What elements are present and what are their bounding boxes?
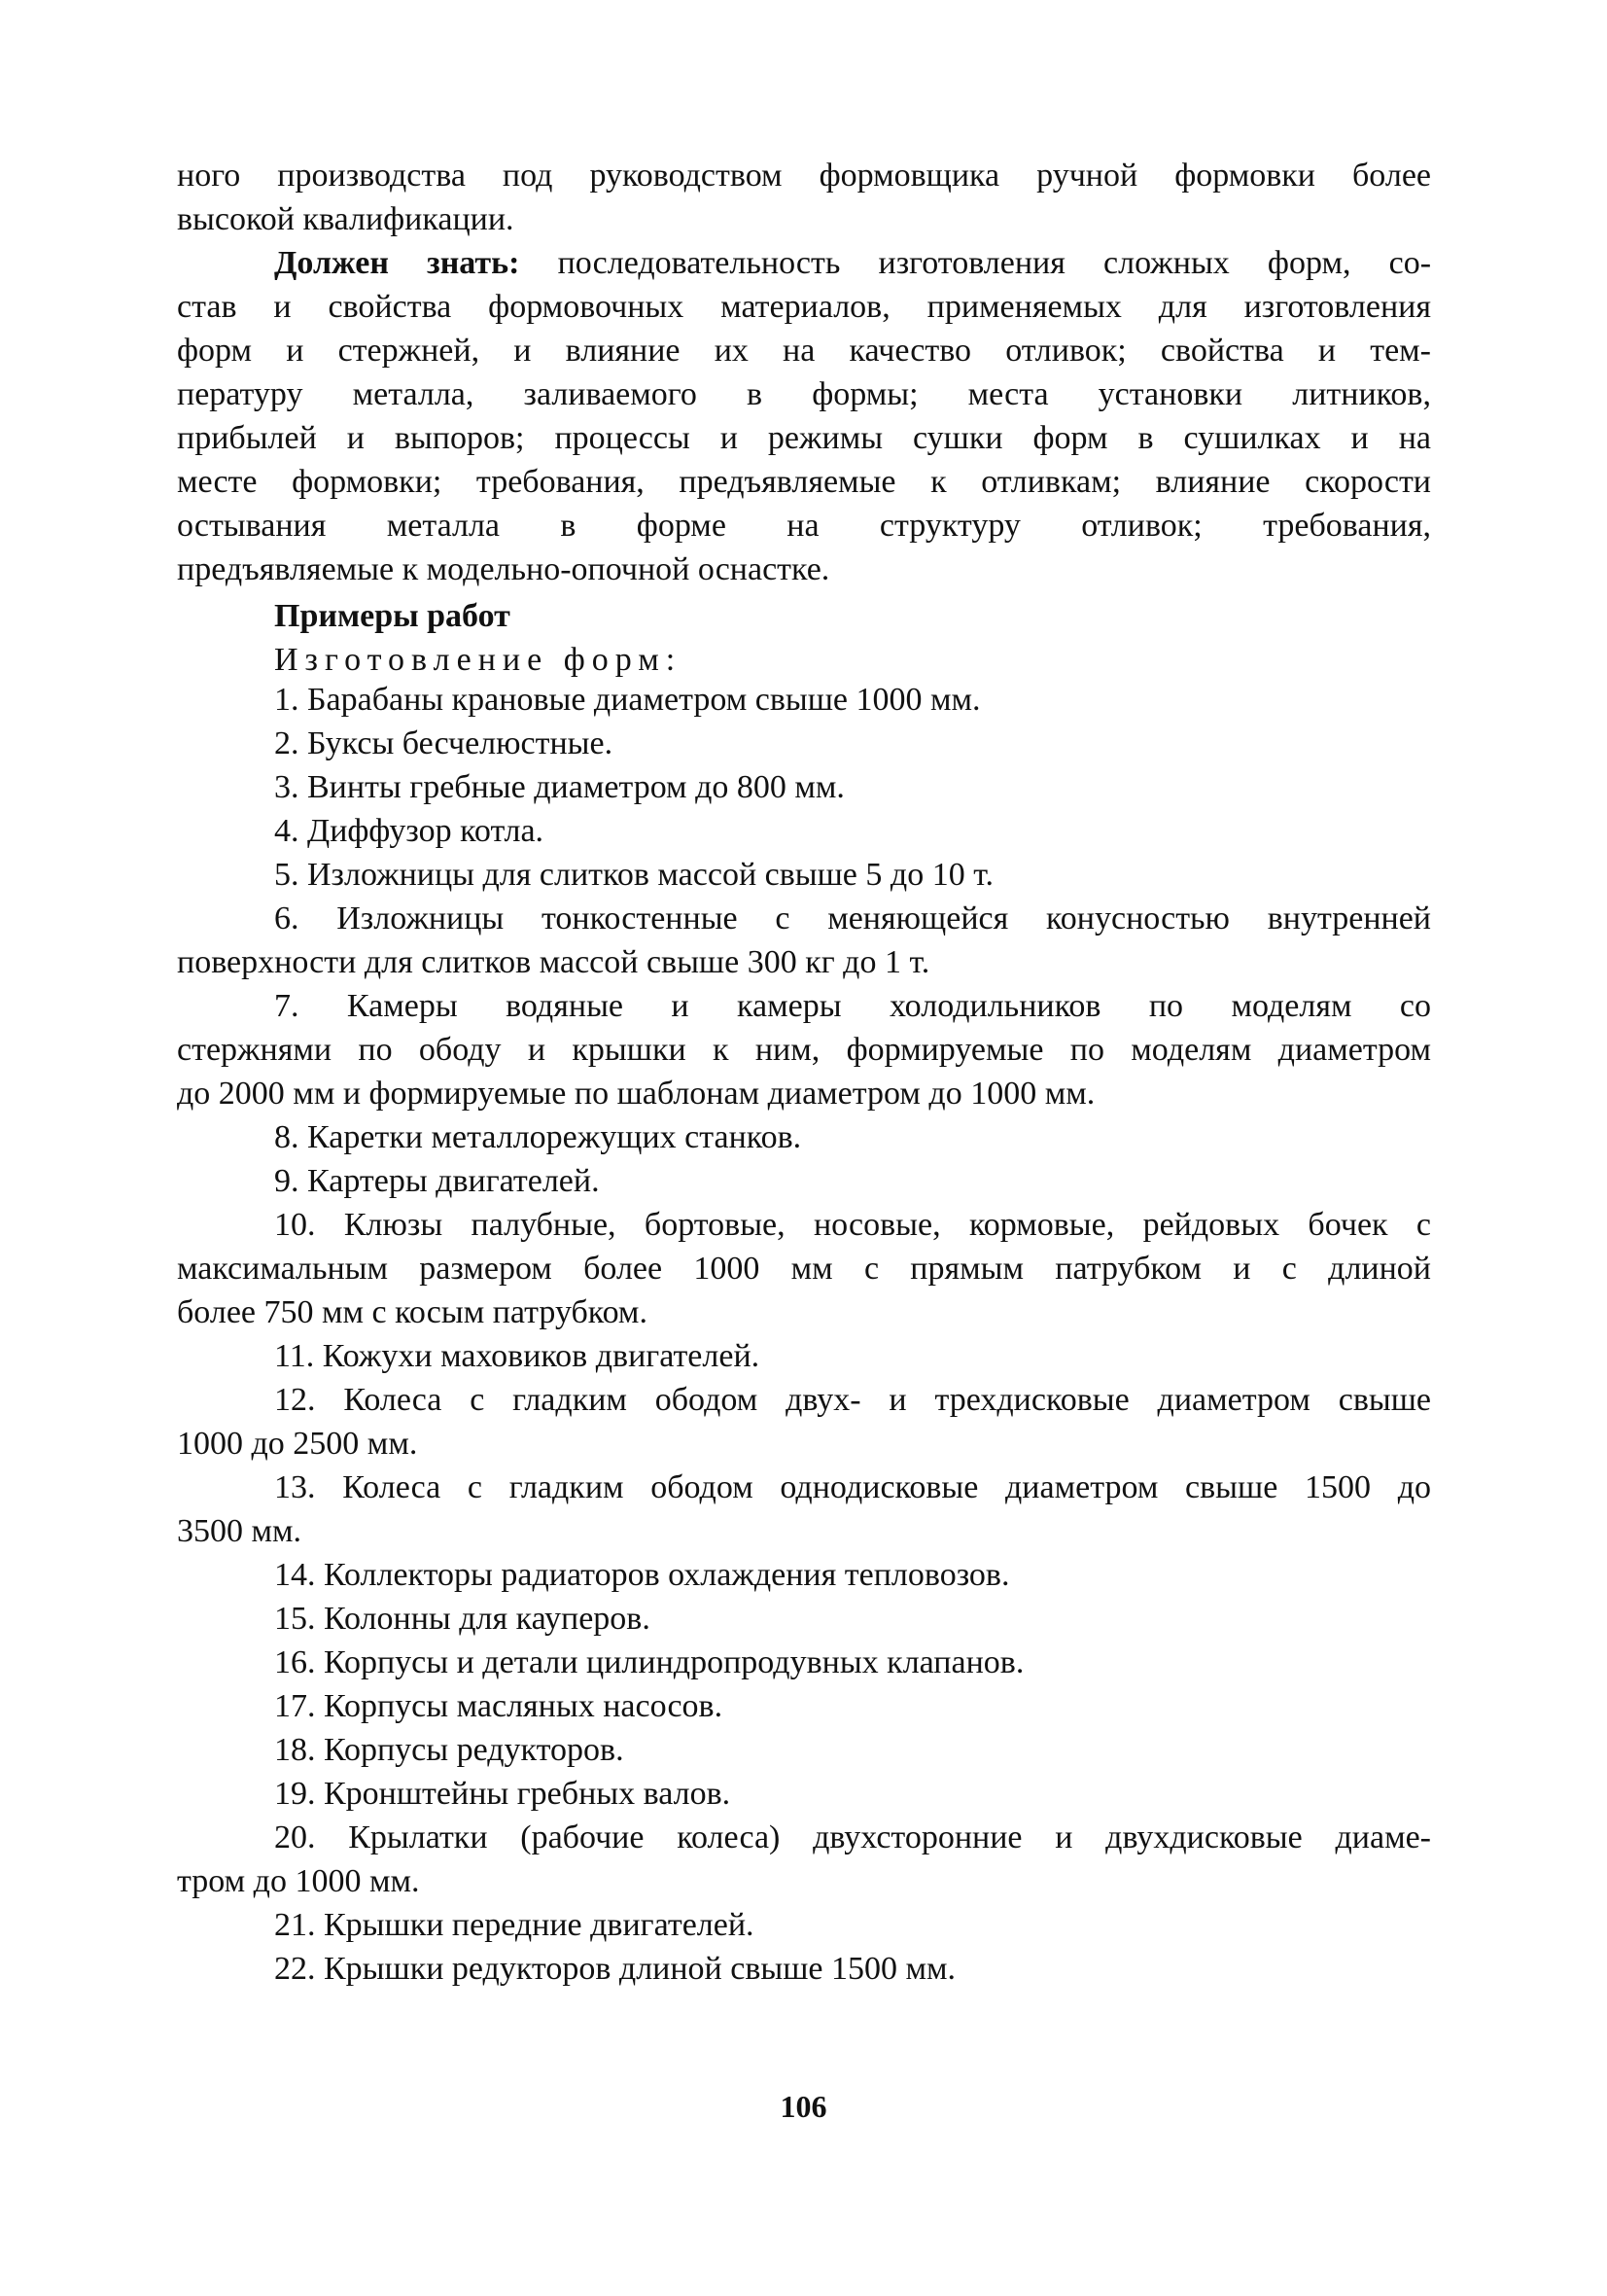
list-item [177,1816,1431,1903]
examples-subheading: Изготовление форм: [274,642,682,678]
list-item-continuation: до 2000 мм и формируемые по шаблонам диаметром до 1000 мм. [177,1076,1096,1112]
list-item [177,1553,1431,1597]
must-know-line-2: став и свойства формовочных материалов, применяемых для изготовления [177,289,1431,325]
list-item-line: 18. Корпусы редукторов. [274,1732,624,1768]
list-item-line: 17. Корпусы масляных насосов. [274,1688,723,1724]
list-item-line: 9. Картеры двигателей. [274,1163,600,1199]
list-item [177,1947,1431,1991]
list-item-line: 21. Крышки передние двигателей. [274,1907,754,1943]
must-know-line-6: месте формовки; требования, предъявляемые к отливкам; влияние скорости [177,464,1431,500]
work-examples-list [177,678,1431,1991]
list-item-line: 10. Клюзы палубные, бортовые, носовые, кормовые, рейдовых бочек с [274,1207,1431,1243]
list-item-line: 1. Барабаны крановые диаметром свыше 1000 мм. [274,682,981,718]
list-item [177,1159,1431,1203]
list-item-line: 11. Кожухи маховиков двигателей. [274,1338,760,1374]
list-item [177,1772,1431,1816]
list-item-line: 19. Кронштейны гребных валов. [274,1776,731,1812]
list-item-line: 8. Каретки металлорежущих станков. [274,1119,802,1155]
list-item [177,853,1431,897]
list-item-line: 20. Крылатки (рабочие колеса) двухсторонние и двухдисковые диаме- [274,1819,1431,1855]
list-item-line: 4. Диффузор котла. [274,813,544,849]
list-item-continuation: тром до 1000 мм. [177,1863,420,1899]
list-item-line: 22. Крышки редукторов длиной свыше 1500 мм. [274,1951,957,1987]
list-item-line: 7. Камеры водяные и камеры холодильников по моделям со [274,988,1431,1024]
list-item-line: 2. Буксы бесчелюстные. [274,725,613,761]
list-item [177,1728,1431,1772]
list-item-continuation: максимальным размером более 1000 мм с прямым патрубком и с длиной [177,1251,1431,1287]
page-number: 106 [780,2089,827,2124]
list-item-line: 16. Корпусы и детали цилиндропродувных клапанов. [274,1644,1025,1680]
list-item-line: 3. Винты гребные диаметром до 800 мм. [274,769,845,805]
list-item [177,765,1431,809]
list-item [177,678,1431,722]
list-item-line: 13. Колеса с гладким ободом однодисковые диаметром свыше 1500 до [274,1469,1431,1505]
list-item [177,722,1431,765]
list-item-continuation: 1000 до 2500 мм. [177,1426,418,1462]
list-item [177,1903,1431,1947]
list-item [177,1115,1431,1159]
list-item [177,809,1431,853]
list-item-line: 6. Изложницы тонкостенные с меняющейся конусностью внутренней [274,901,1431,936]
list-item-continuation: более 750 мм с косым патрубком. [177,1294,647,1330]
intro-paragraph [177,154,1431,241]
list-item [177,897,1431,984]
must-know-label: Должен знать: [274,245,520,281]
must-know-line-7: остывания металла в форме на структуру отливок; требования, [177,508,1431,544]
must-know-line-3: форм и стержней, и влияние их на качество отливок; свойства и тем- [177,333,1431,369]
examples-heading: Примеры работ [274,598,510,634]
list-item [177,1641,1431,1684]
list-item-line: 12. Колеса с гладким ободом двух- и трехдисковые диаметром свыше [274,1382,1431,1418]
list-item-line: 5. Изложницы для слитков массой свыше 5 до 10 т. [274,857,994,893]
list-item [177,1684,1431,1728]
list-item-line: 15. Колонны для кауперов. [274,1601,650,1637]
must-know-line-5: прибылей и выпоров; процессы и режимы сушки форм в сушилках и на [177,420,1431,456]
must-know-line-4: пературу металла, заливаемого в формы; места установки литников, [177,376,1431,412]
list-item-continuation: поверхности для слитков массой свыше 300 кг до 1 т. [177,944,930,980]
intro-line-2: высокой квалификации. [177,201,514,237]
list-item [177,1466,1431,1553]
list-item [177,984,1431,1115]
examples-section [177,594,1431,682]
list-item-line: 14. Коллекторы радиаторов охлаждения тепловозов. [274,1557,1010,1593]
list-item [177,1597,1431,1641]
list-item-continuation: стержнями по ободу и крышки к ним, формируемые по моделям диаметром [177,1032,1431,1068]
must-know-paragraph [177,241,1431,591]
list-item [177,1334,1431,1378]
intro-line-1: ного производства под руководством формовщика ручной формовки более [177,158,1431,194]
list-item [177,1203,1431,1334]
list-item [177,1378,1431,1466]
must-know-first-line [177,241,1431,285]
must-know-line-1: последовательность изготовления сложных форм, со- [557,245,1432,281]
must-know-line-8: предъявляемые к модельно-опочной оснастке. [177,551,830,587]
list-item-continuation: 3500 мм. [177,1513,302,1549]
